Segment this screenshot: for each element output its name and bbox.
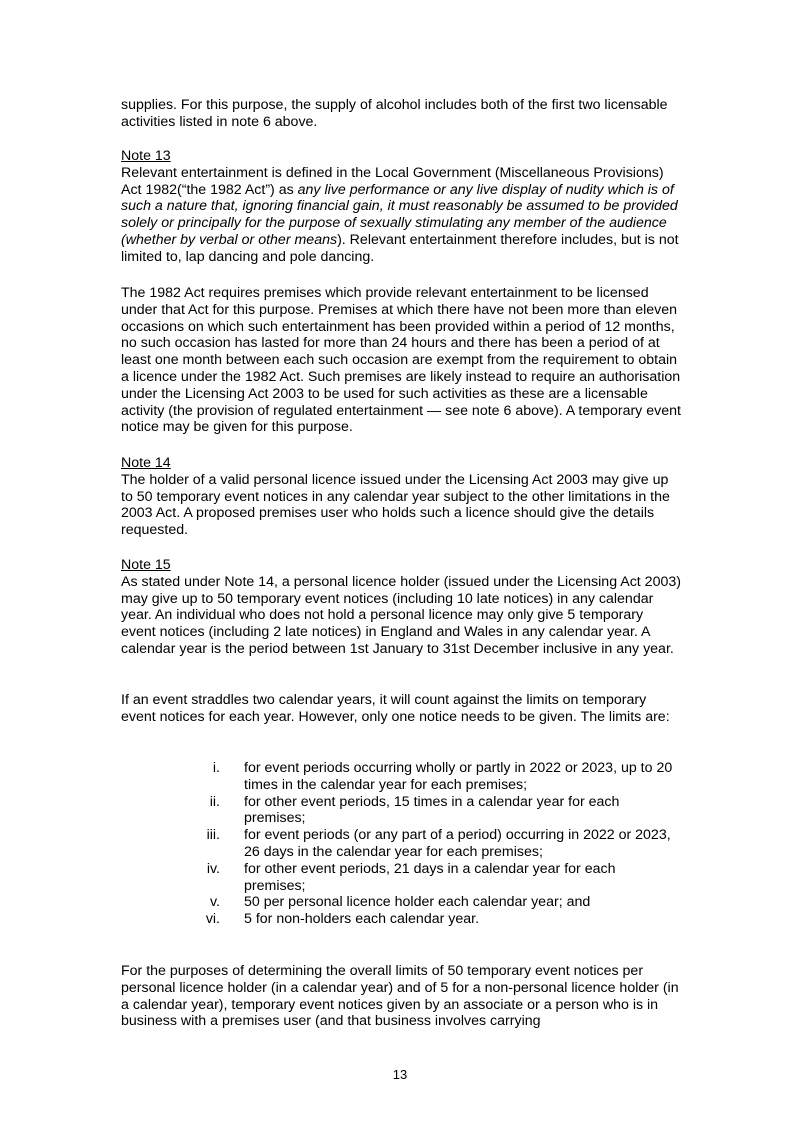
note-13-paragraph-2: The 1982 Act requires premises which provide relevant entertainment to be licensed under that Act for this purpose. Premises at which there have not been more than eleven occasions on which such entertainment has been provided within a period of 12 months, no such occasion has lasted for more than 24 hours and there has been a period of at least one month between each such occasion are exempt from the requirement to obtain a licence under the 1982 Act. Such premises are likely instead to require an authorisation under the Licensing Act 2003 to be used for such activities as these are a licensable activity (the provision of regulated entertainment — see note 6 above). A temporary event notice may be given for this purpose. [121,285,681,436]
list-item [190,861,680,895]
list-item-text: for other event periods, 21 days in a calendar year for each premises; [244,860,616,894]
list-item-number: v. [210,894,220,911]
note-15-paragraph-1: As stated under Note 14, a personal licence holder (issued under the Licensing Act 2003) may give up to 50 temporary event notices (including 10 late notices) in any calendar year. An individual who does not hold a personal licence may only give 5 temporary event notices (including 2 late notices) in England and Wales in any calendar year. A calendar year is the period between 1st January to 31st December inclusive in any year. [121,573,681,657]
note-13-text-pre: Relevant entertainment is defined in the Local Government (Miscellaneous Provisions) Act 1982(“the 1982 Act”) as [121,164,664,198]
list-item-number: iv. [206,860,220,877]
list-item-text: for event periods occurring wholly or partly in 2022 or 2023, up to 20 times in the calendar year for each premises; [244,760,673,793]
note-13-heading: Note 13 [121,148,171,164]
list-item-number: iii. [206,827,220,844]
note-13-section [121,148,681,266]
list-item-number: ii. [209,793,220,810]
list-item-text: for event periods (or any part of a period) occurring in 2022 or 2023, 26 days in the calendar year for each premises; [244,827,671,860]
note-14-heading: Note 14 [121,455,171,471]
list-item-text: 5 for non-holders each calendar year. [244,911,480,928]
intro-paragraph: supplies. For this purpose, the supply of alcohol includes both of the first two licensable activities listed in note 6 above. [121,97,668,130]
note-15-paragraph-3: For the purposes of determining the overall limits of 50 temporary event notices per personal licence holder (in a calendar year) and of 5 for a non-personal licence holder (in a calendar year), temporary event notices given by an associate or a person who is in business with a premises user (and that business involves carrying [121,963,679,1030]
list-item-number: i. [212,760,220,776]
note-14-paragraph-1: The holder of a valid personal licence issued under the Licensing Act 2003 may give up to 50 temporary event notices in any calendar year subject to the other limitations in the 2003 Act. A proposed premises user who holds such a licence should give the details requested. [121,471,670,539]
list-item-text: for other event periods, 15 times in a calendar year for each premises; [244,793,620,827]
list-item-number: vi. [205,911,220,928]
list-item [190,827,680,861]
note-13-text-post: ). Relevant entertainment therefore includes, but is not limited to, lap dancing and pole dancing. [121,231,679,265]
list-item [190,894,680,911]
note-14-section [121,455,681,539]
limits-list [190,760,680,928]
page-number: 13 [392,1067,408,1082]
list-item [190,794,680,828]
note-13-definition-italic: any live performance or any live display of nudity which is of such a nature that, ignoring financial gain, it must reasonably be assumed to be provided solely or principally for the purpose of sexually stimulating any member of the audience (whether by verbal or other means [121,181,678,248]
note-15-heading: Note 15 [121,557,171,573]
note-13-paragraph-1 [121,165,679,265]
note-15-section [121,557,681,658]
note-15-paragraph-2: If an event straddles two calendar years, it will count against the limits on temporary event notices for each year. However, only one notice needs to be given. The limits are: [121,692,670,725]
list-item [190,760,680,794]
list-item [190,911,680,928]
list-item-text: 50 per personal licence holder each calendar year; and [244,894,591,911]
